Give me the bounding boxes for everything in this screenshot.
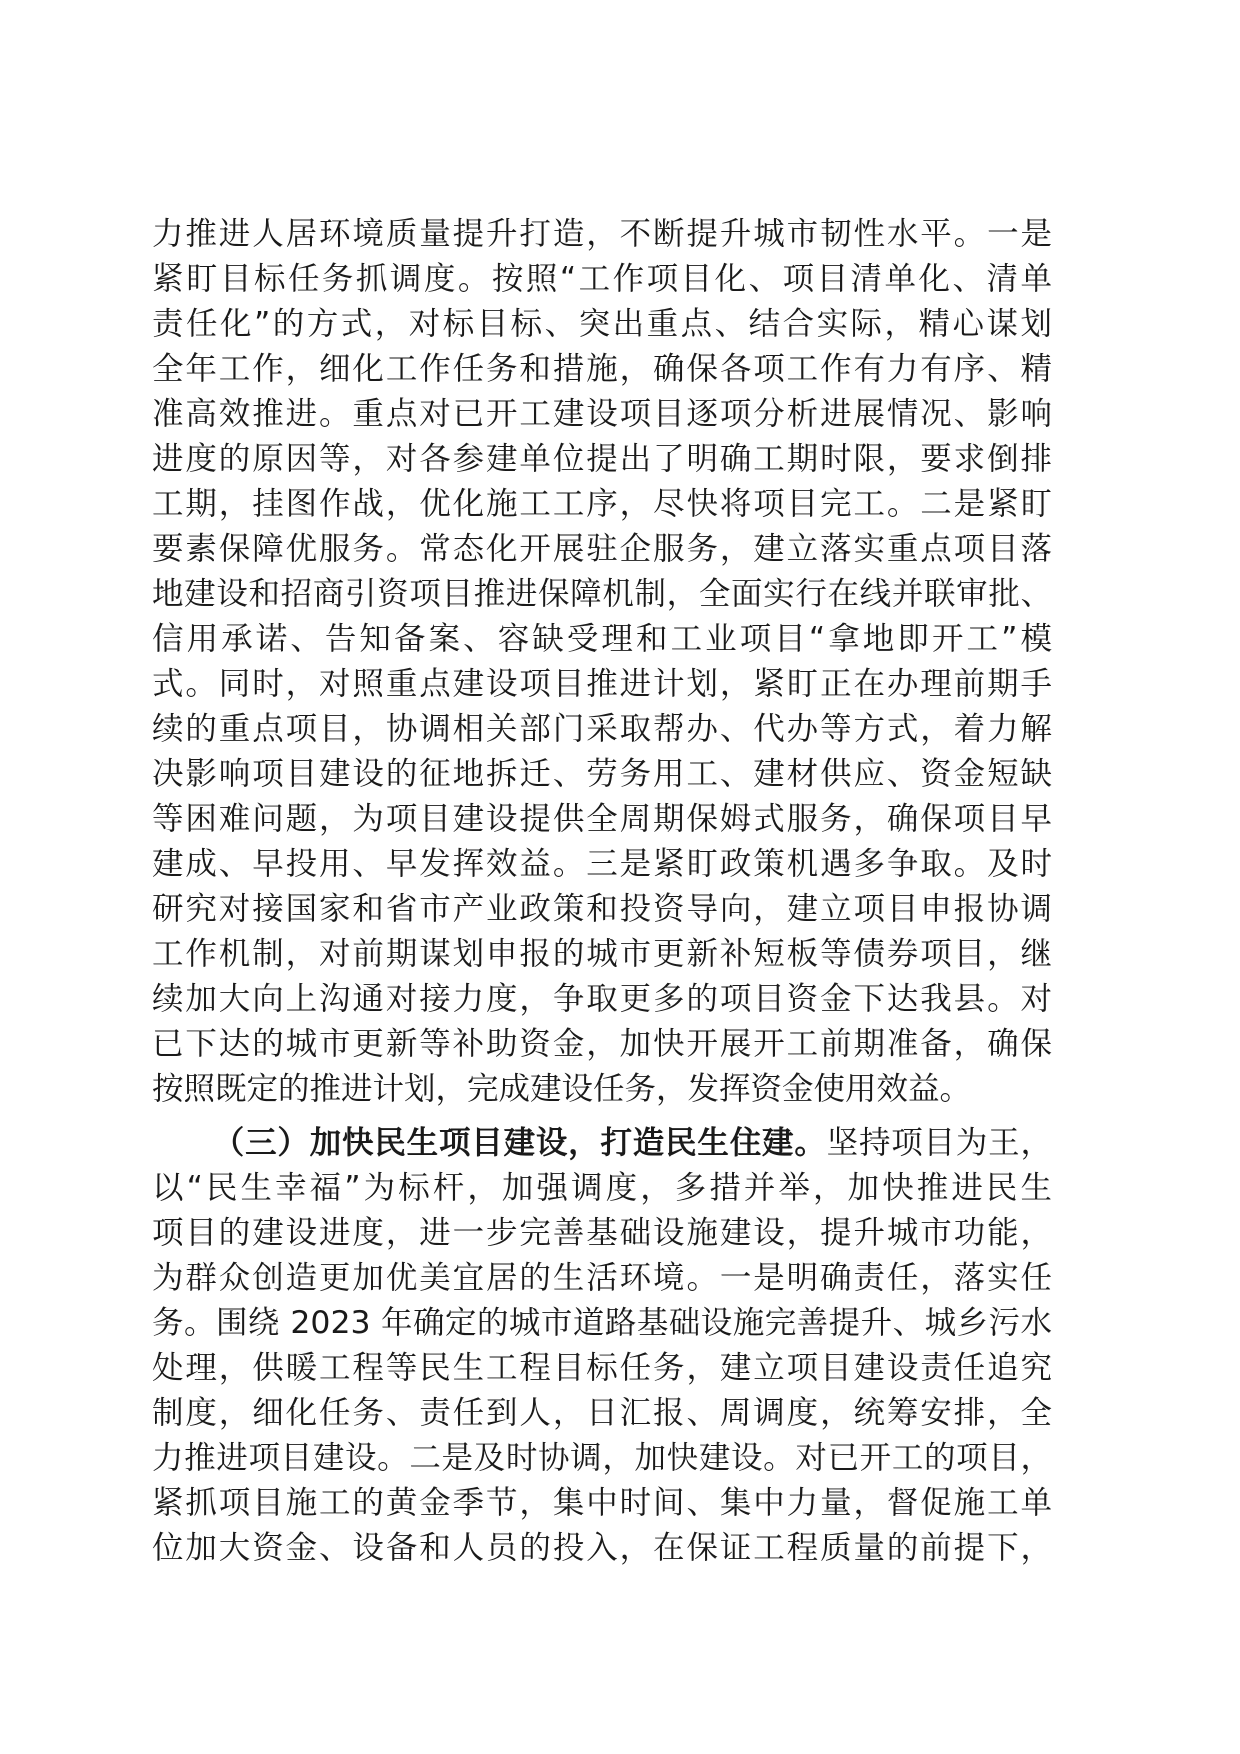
text-line: 责任化”的方式，对标目标、突出重点、结合实际，精心谋划 [152, 306, 1052, 342]
text-line: 务。围绕 2023 年确定的城市道路基础设施完善提升、城乡污水 [152, 1305, 1052, 1341]
text-line: 等困难问题，为项目建设提供全周期保姆式服务，确保项目早 [152, 801, 1052, 837]
text-line: 力推进人居环境质量提升打造，不断提升城市韧性水平。一是 [152, 216, 1052, 252]
text-line: 紧抓项目施工的黄金季节，集中时间、集中力量，督促施工单 [152, 1485, 1052, 1521]
paragraph-section-three [152, 1121, 1052, 1571]
text-line: 以“民生幸福”为标杆，加强调度，多措并举，加快推进民生 [152, 1170, 1052, 1206]
text-line: 续的重点项目，协调相关部门采取帮办、代办等方式，着力解 [152, 711, 1052, 747]
section-heading: （三）加快民生项目建设，打造民生住建。 [212, 1125, 827, 1161]
section-heading-line [152, 1121, 1052, 1166]
paragraph-continuation [152, 212, 1052, 1112]
text-line: 项目的建设进度，进一步完善基础设施建设，提升城市功能， [152, 1215, 1052, 1251]
text-line: 进度的原因等，对各参建单位提出了明确工期时限，要求倒排 [152, 441, 1052, 477]
text-line: 紧盯目标任务抓调度。按照“工作项目化、项目清单化、清单 [152, 261, 1052, 297]
text-line: 式。同时，对照重点建设项目推进计划，紧盯正在办理前期手 [152, 666, 1052, 702]
text-line: 位加大资金、设备和人员的投入，在保证工程质量的前提下， [152, 1530, 1052, 1566]
document-body [152, 212, 1052, 1571]
text-line: 研究对接国家和省市产业政策和投资导向，建立项目申报协调 [152, 891, 1052, 927]
text-line: 决影响项目建设的征地拆迁、劳务用工、建材供应、资金短缺 [152, 756, 1052, 792]
text-line: 为群众创造更加优美宜居的生活环境。一是明确责任，落实任 [152, 1260, 1052, 1296]
text-line: 工期，挂图作战，优化施工工序，尽快将项目完工。二是紧盯 [152, 486, 1052, 522]
text-line: 力推进项目建设。二是及时协调，加快建设。对已开工的项目， [152, 1440, 1052, 1476]
text-line: 要素保障优服务。常态化开展驻企服务，建立落实重点项目落 [152, 531, 1052, 567]
text-line: 信用承诺、告知备案、容缺受理和工业项目“拿地即开工”模 [152, 621, 1052, 657]
text-line: 已下达的城市更新等补助资金，加快开展开工前期准备，确保 [152, 1026, 1052, 1062]
text-line: 准高效推进。重点对已开工建设项目逐项分析进展情况、影响 [152, 396, 1052, 432]
text-line: 工作机制，对前期谋划申报的城市更新补短板等债券项目，继 [152, 936, 1052, 972]
text-line: 地建设和招商引资项目推进保障机制，全面实行在线并联审批、 [152, 576, 1052, 612]
text-line: 续加大向上沟通对接力度，争取更多的项目资金下达我县。对 [152, 981, 1052, 1017]
paragraph-spacer [152, 1112, 1052, 1121]
heading-line-text: 坚持项目为王， [826, 1125, 1052, 1161]
text-line: 建成、早投用、早发挥效益。三是紧盯政策机遇多争取。及时 [152, 846, 1052, 882]
text-line: 全年工作，细化工作任务和措施，确保各项工作有力有序、精 [152, 351, 1052, 387]
text-line: 处理，供暖工程等民生工程目标任务，建立项目建设责任追究 [152, 1350, 1052, 1386]
text-line: 按照既定的推进计划，完成建设任务，发挥资金使用效益。 [152, 1071, 972, 1107]
text-line: 制度，细化任务、责任到人，日汇报、周调度，统筹安排，全 [152, 1395, 1052, 1431]
